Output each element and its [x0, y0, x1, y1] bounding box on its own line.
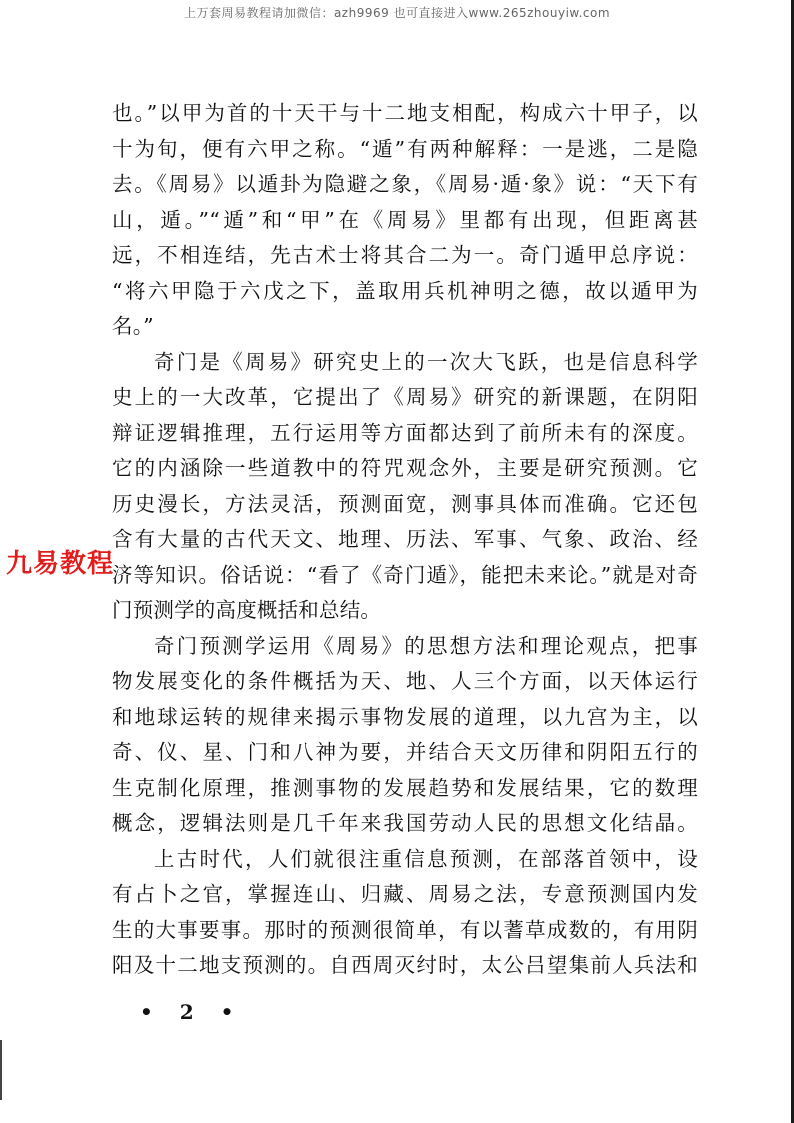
paragraph-3 — [112, 629, 698, 842]
text-line: “将六甲隐于六戊之下，盖取用兵机神明之德，故以遁甲为 — [112, 278, 698, 303]
text-line: 概念，逻辑法则是几千年来我国劳动人民的思想文化结晶。 — [112, 811, 698, 835]
text-line: 山，遁。”“遁”和“甲”在《周易》里都有出现，但距离甚 — [112, 207, 698, 232]
text-line: 十为旬，便有六甲之称。“遁”有两种解释：一是逃，二是隐 — [112, 136, 698, 161]
text-line: 名。” — [112, 314, 154, 338]
text-line: 也。”以甲为首的十天干与十二地支相配，构成六十甲子，以 — [112, 101, 698, 125]
text-line: 济等知识。俗话说：“看了《奇门遁》，能把未来论。”就是对奇 — [112, 562, 698, 587]
text-line: 含有大量的古代天文、地理、历法、军事、气象、政治、经 — [112, 527, 698, 551]
text-line: 上古时代，人们就很注重信息预测，在部落首领中，设 — [154, 846, 698, 871]
text-line: 史上的一大改革，它提出了《周易》研究的新课题，在阴阳 — [112, 385, 698, 409]
page-body — [112, 96, 698, 984]
text-line: 远，不相连结，先古术士将其合二为一。奇门遁甲总序说： — [112, 243, 698, 267]
paragraph-4 — [112, 842, 698, 984]
text-line: 去。《周易》以遁卦为隐避之象，《周易·遁·象》说：“天下有 — [112, 172, 698, 196]
paragraph-1 — [112, 96, 698, 345]
text-line: 门预测学的高度概括和总结。 — [112, 598, 382, 622]
text-line: 辩证逻辑推理，五行运用等方面都达到了前所未有的深度。 — [112, 420, 698, 445]
text-line: 物发展变化的条件概括为天、地、人三个方面，以天体运行 — [112, 669, 698, 693]
text-line: 奇、仪、星、门和八神为要，并结合天文历律和阴阳五行的 — [112, 740, 698, 764]
text-line: 历史漫长，方法灵活，预测面宽，测事具体而准确。它还包 — [112, 491, 698, 516]
paragraph-2 — [112, 345, 698, 629]
page-number: • 2 • — [140, 1000, 244, 1024]
header-notice: 上万套周易教程请加微信：azh9969 也可直接进入www.265zhouyiw.com — [183, 6, 611, 20]
text-line: 生克制化原理，推测事物的发展趋势和发展结果，它的数理 — [112, 775, 698, 800]
text-line: 生的大事要事。那时的预测很简单，有以蓍草成数的，有用阴 — [112, 917, 698, 942]
text-line: 有占卜之官，掌握连山、归藏、周易之法，专意预测国内发 — [112, 882, 698, 906]
watermark-logo: 九易教程 — [6, 549, 115, 579]
text-line: 奇门预测学运用《周易》的思想方法和理论观点，把事 — [154, 633, 698, 658]
scan-border-left — [0, 1040, 2, 1100]
text-line: 它的内涵除一些道教中的符咒观念外，主要是研究预测。它 — [112, 456, 698, 480]
text-line: 和地球运转的规律来揭示事物发展的道理，以九宫为主，以 — [112, 704, 698, 729]
text-line: 阳及十二地支预测的。自西周灭纣时，太公吕望集前人兵法和 — [112, 953, 698, 977]
text-line: 奇门是《周易》研究史上的一次大飞跃，也是信息科学 — [154, 349, 698, 374]
